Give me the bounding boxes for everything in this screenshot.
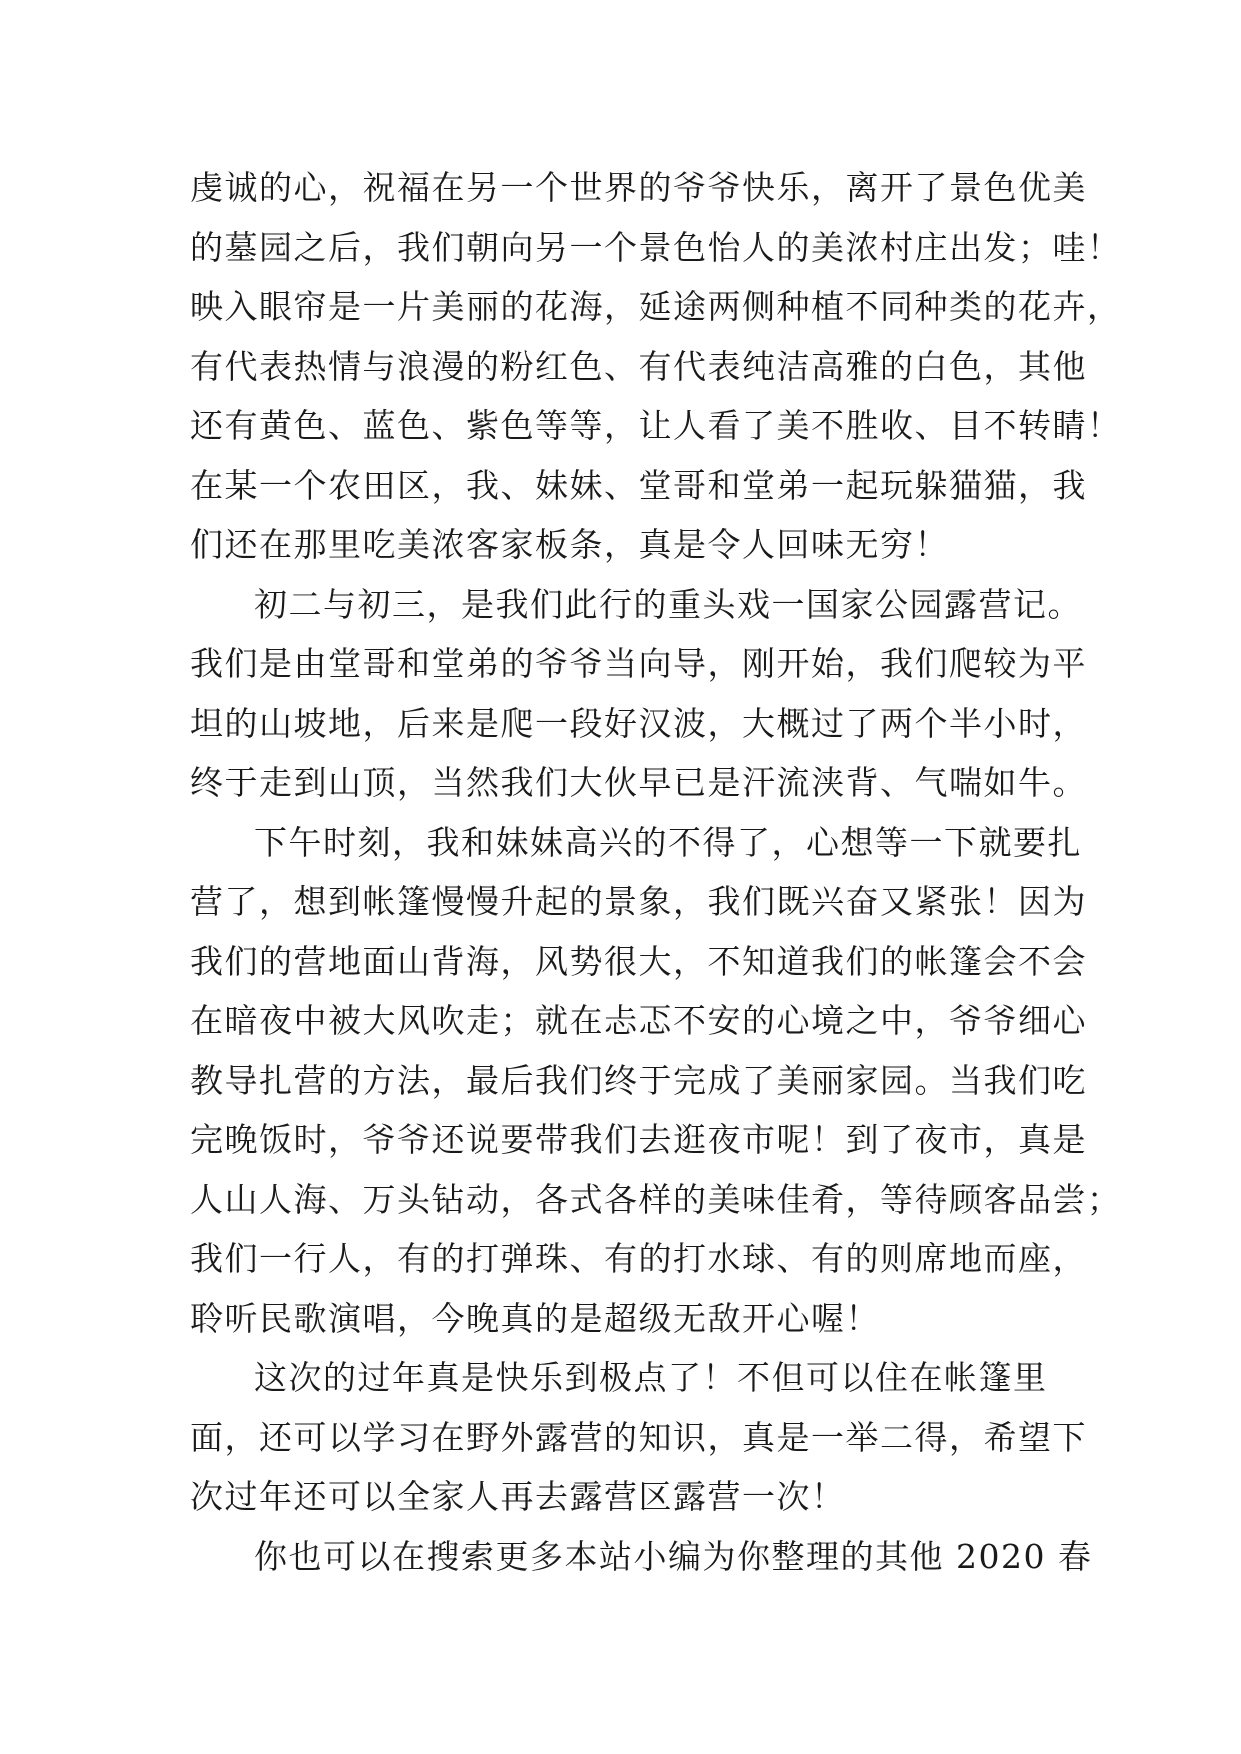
text-line: 聆听民歌演唱，今晚真的是超级无敌开心喔！	[190, 1298, 880, 1338]
text-line: 终于走到山顶，当然我们大伙早已是汗流浃背、气喘如牛。	[190, 763, 1087, 802]
text-line: 面，还可以学习在野外露营的知识，真是一举二得，希望下	[190, 1417, 1087, 1457]
text-line: 映入眼帘是一片美丽的花海，延途两侧种植不同种类的花卉，	[190, 287, 1122, 326]
text-line: 虔诚的心，祝福在另一个世界的爷爷快乐，离开了景色优美	[190, 168, 1087, 207]
text-line: 在暗夜中被大风吹走；就在忐忑不安的心境之中，爷爷细心	[190, 1001, 1087, 1040]
text-line: 在某一个农田区，我、妹妹、堂哥和堂弟一起玩躲猫猫，我	[190, 465, 1087, 505]
text-line: 的墓园之后，我们朝向另一个景色怡人的美浓村庄出发；哇！	[190, 227, 1122, 267]
text-line: 我们的营地面山背海，风势很大，不知道我们的帐篷会不会	[190, 941, 1087, 981]
text-line: 还有黄色、蓝色、紫色等等，让人看了美不胜收、目不转睛！	[190, 406, 1122, 445]
document-body	[190, 158, 1122, 1586]
text-line: 我们是由堂哥和堂弟的爷爷当向导，刚开始，我们爬较为平	[190, 644, 1087, 683]
paragraph-start-line: 初二与初三，是我们此行的重头戏一国家公园露营记。	[254, 584, 1082, 624]
text-line: 们还在那里吃美浓客家板条，真是令人回味无穷！	[190, 525, 949, 564]
text-line: 有代表热情与浪漫的粉红色、有代表纯洁高雅的白色，其他	[190, 346, 1087, 386]
text-line: 次过年还可以全家人再去露营区露营一次！	[190, 1477, 846, 1516]
paragraph-start-line: 你也可以在搜索更多本站小编为你整理的其他 2020 春	[254, 1536, 1093, 1576]
text-line: 坦的山坡地，后来是爬一段好汉波，大概过了两个半小时，	[190, 703, 1087, 743]
text-line: 教导扎营的方法，最后我们终于完成了美丽家园。当我们吃	[190, 1060, 1087, 1100]
paragraph-start-line: 下午时刻，我和妹妹高兴的不得了，心想等一下就要扎	[254, 822, 1082, 862]
text-line: 完晚饭时，爷爷还说要带我们去逛夜市呢！到了夜市，真是	[190, 1120, 1087, 1159]
text-line: 我们一行人，有的打弹珠、有的打水球、有的则席地而座，	[190, 1239, 1087, 1278]
text-line: 人山人海、万头钻动，各式各样的美味佳肴，等待顾客品尝；	[190, 1179, 1122, 1219]
paragraph-start-line: 这次的过年真是快乐到极点了！不但可以住在帐篷里	[254, 1358, 1048, 1397]
text-line: 营了，想到帐篷慢慢升起的景象，我们既兴奋又紧张！因为	[190, 882, 1087, 921]
